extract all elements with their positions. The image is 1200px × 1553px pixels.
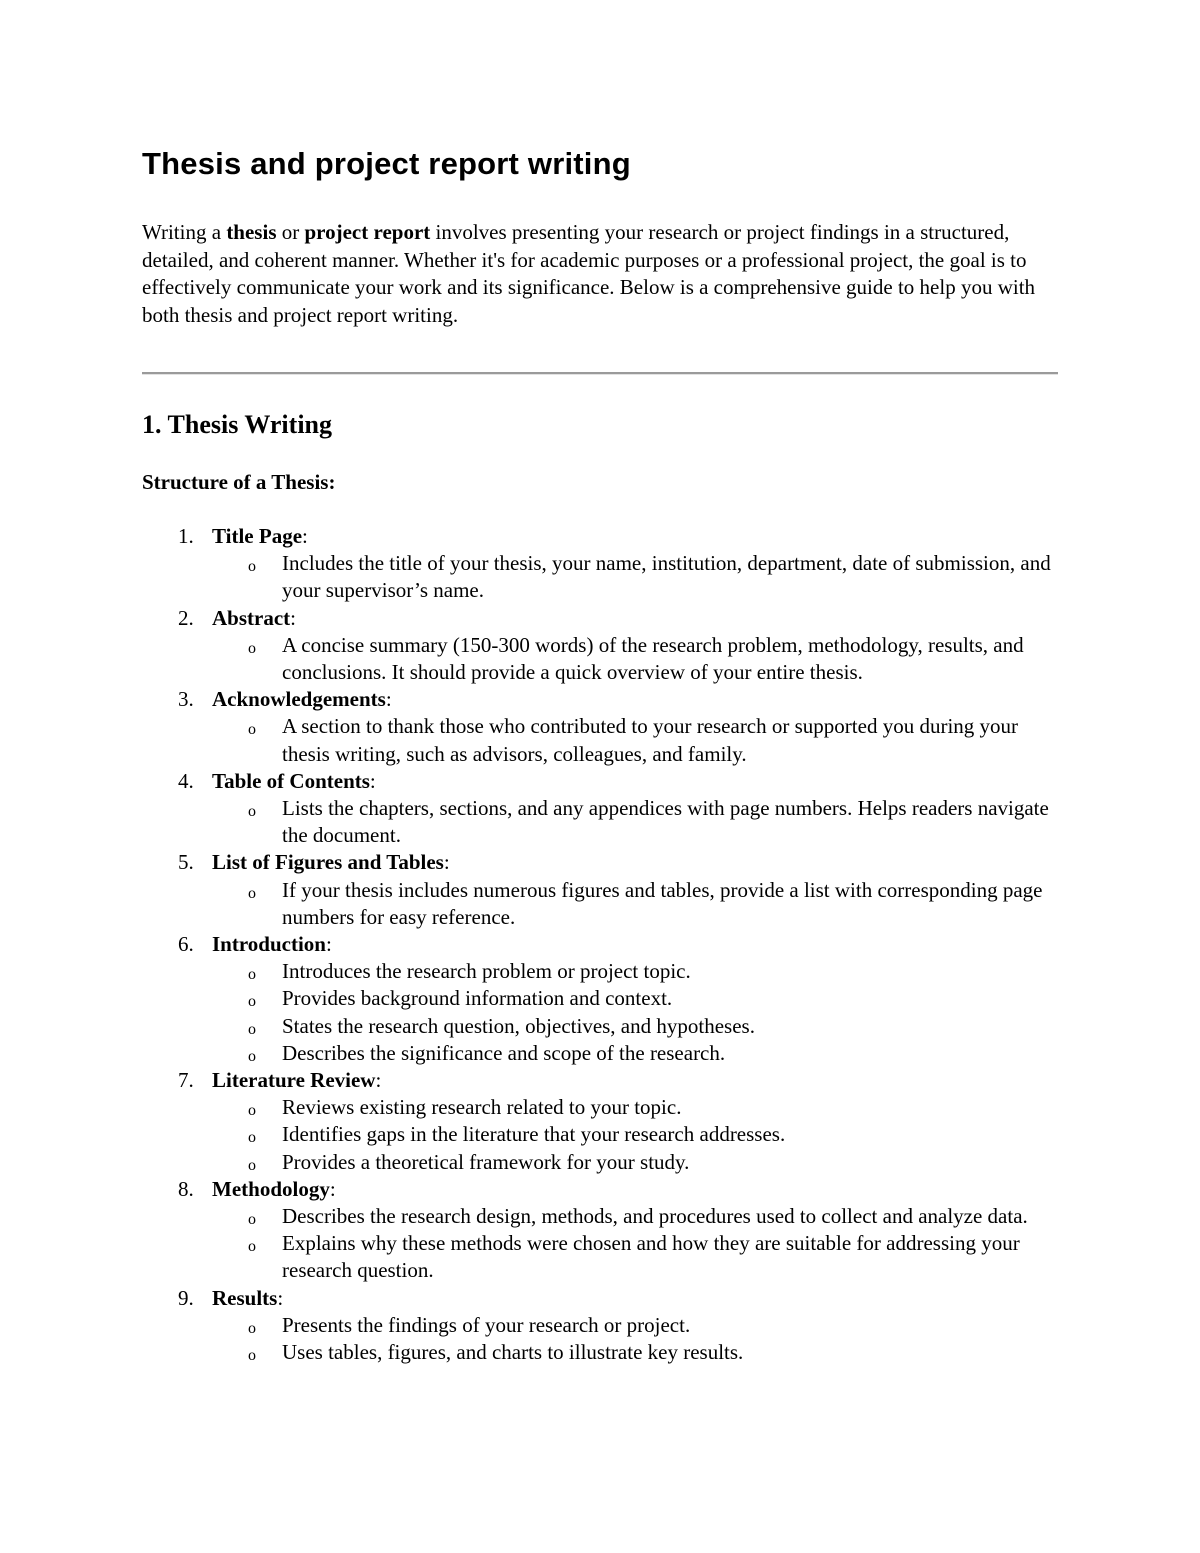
list-item — [212, 713, 1056, 767]
thesis-structure-list — [142, 523, 1072, 1366]
point-text: States the research question, objectives, and hypotheses. — [282, 1013, 755, 1038]
intro-text: involves presenting your research or project findings in a structured, detailed, and coherent manner. Whether it's for academic purposes or a professional project, the goal is to effectively communicate your work and its significance. Below is a comprehensive guide to help you with both thesis and project report writing. — [142, 220, 1036, 327]
item-number: 3. — [178, 687, 194, 712]
bullet-icon: o — [248, 803, 256, 821]
intro-term-thesis: thesis — [226, 220, 277, 244]
section-heading: 1. Thesis Writing — [142, 410, 332, 439]
bullet-icon: o — [248, 639, 256, 657]
structure-item-title-page — [142, 523, 1072, 605]
bullet-icon: o — [248, 1102, 256, 1120]
item-points — [212, 713, 1072, 767]
bullet-icon: o — [248, 966, 256, 984]
list-item — [212, 1203, 1056, 1230]
horizontal-divider — [142, 372, 1058, 375]
item-title: Methodology — [212, 1176, 330, 1201]
intro-text: or — [276, 220, 305, 244]
item-title-colon: : — [443, 850, 450, 875]
point-text: Describes the research design, methods, and procedures used to collect and analyze data. — [282, 1204, 1028, 1229]
item-title: Literature Review — [212, 1068, 376, 1093]
structure-subheading: Structure of a Thesis: — [142, 470, 336, 494]
structure-item-methodology — [142, 1176, 1072, 1285]
bullet-icon: o — [248, 1347, 256, 1365]
structure-item-acknowledgements — [142, 686, 1072, 768]
item-title-colon: : — [329, 1176, 336, 1201]
point-text: Lists the chapters, sections, and any appendices with page numbers. Helps readers navigate the document. — [282, 796, 1049, 848]
point-text: Reviews existing research related to your topic. — [282, 1095, 682, 1120]
item-title-colon: : — [369, 768, 376, 793]
bullet-icon: o — [248, 558, 256, 576]
list-item — [212, 985, 1056, 1012]
item-title-colon: : — [290, 605, 296, 630]
bullet-icon: o — [248, 721, 256, 739]
point-text: Provides background information and context. — [282, 986, 673, 1011]
bullet-icon: o — [248, 1020, 256, 1038]
item-number: 1. — [178, 524, 194, 548]
bullet-icon: o — [248, 1238, 256, 1256]
item-title: Abstract — [212, 605, 291, 630]
list-item — [212, 1339, 1056, 1366]
structure-item-list-of-figures-and-tables — [142, 849, 1072, 931]
point-text: Describes the significance and scope of the research. — [282, 1040, 726, 1065]
item-title-colon: : — [385, 687, 392, 712]
list-item — [212, 877, 1056, 931]
list-item — [212, 1149, 1056, 1176]
item-title: Table of Contents — [212, 768, 370, 793]
structure-item-introduction — [142, 931, 1072, 1067]
item-points — [212, 877, 1072, 931]
item-title: List of Figures and Tables — [212, 850, 444, 875]
item-title-colon: : — [375, 1068, 382, 1093]
item-points — [212, 632, 1072, 686]
list-item — [212, 1121, 1056, 1148]
item-title: Results — [212, 1285, 278, 1310]
list-item — [212, 550, 1056, 604]
point-text: Uses tables, figures, and charts to illustrate key results. — [282, 1340, 744, 1365]
list-item — [212, 795, 1056, 849]
item-number: 6. — [178, 932, 194, 957]
point-text: Introduces the research problem or project topic. — [282, 959, 691, 984]
intro-term-project-report: project report — [304, 220, 431, 244]
point-text: Identifies gaps in the literature that your research addresses. — [282, 1122, 786, 1147]
list-item — [212, 958, 1056, 985]
structure-item-literature-review — [142, 1067, 1072, 1176]
bullet-icon: o — [248, 993, 256, 1011]
list-item — [212, 1094, 1056, 1121]
point-text: A concise summary (150-300 words) of the research problem, methodology, results, and conclusions. It should provide a quick overview of your entire thesis. — [282, 632, 1024, 685]
point-text: Includes the title of your thesis, your name, institution, department, date of submission, and your supervisor’s name. — [282, 551, 1051, 603]
list-item — [212, 1040, 1056, 1067]
bullet-icon: o — [248, 1156, 256, 1174]
structure-item-abstract — [142, 605, 1072, 687]
bullet-icon: o — [248, 884, 256, 902]
item-number: 2. — [178, 605, 194, 630]
point-text: Provides a theoretical framework for your study. — [282, 1149, 690, 1174]
item-number: 7. — [178, 1068, 194, 1093]
item-number: 4. — [178, 768, 194, 793]
bullet-icon: o — [248, 1129, 256, 1147]
item-number: 8. — [178, 1176, 194, 1201]
item-number: 5. — [178, 850, 194, 875]
item-points — [212, 1094, 1072, 1176]
item-title: Title Page — [212, 524, 303, 548]
point-text: If your thesis includes numerous figures and tables, provide a list with corresponding page numbers for easy reference. — [282, 877, 1043, 929]
document-title: Thesis and project report writing — [142, 146, 631, 181]
list-item — [212, 632, 1056, 686]
intro-paragraph — [142, 219, 1072, 329]
list-item — [212, 1230, 1056, 1284]
list-item — [212, 1013, 1056, 1040]
structure-item-results — [142, 1285, 1072, 1367]
item-points — [212, 795, 1072, 849]
point-text: Presents the findings of your research or project. — [282, 1312, 691, 1337]
point-text: A section to thank those who contributed to your research or supported you during your thesis writing, such as advisors, colleagues, and family. — [282, 714, 1019, 766]
list-item — [212, 1312, 1056, 1339]
item-title: Acknowledgements — [212, 687, 386, 712]
item-points — [212, 958, 1072, 1067]
bullet-icon: o — [248, 1211, 256, 1229]
item-points — [212, 550, 1072, 604]
intro-text: Writing a — [142, 220, 227, 244]
item-title-colon: : — [302, 524, 308, 548]
item-title: Introduction — [212, 932, 326, 957]
item-points — [212, 1312, 1072, 1366]
structure-item-table-of-contents — [142, 768, 1072, 850]
point-text: Explains why these methods were chosen and how they are suitable for addressing your research question. — [282, 1231, 1020, 1283]
bullet-icon: o — [248, 1319, 256, 1337]
item-number: 9. — [178, 1285, 194, 1310]
bullet-icon: o — [248, 1047, 256, 1065]
item-title-colon: : — [277, 1285, 284, 1310]
item-points — [212, 1203, 1072, 1285]
item-title-colon: : — [325, 932, 332, 957]
